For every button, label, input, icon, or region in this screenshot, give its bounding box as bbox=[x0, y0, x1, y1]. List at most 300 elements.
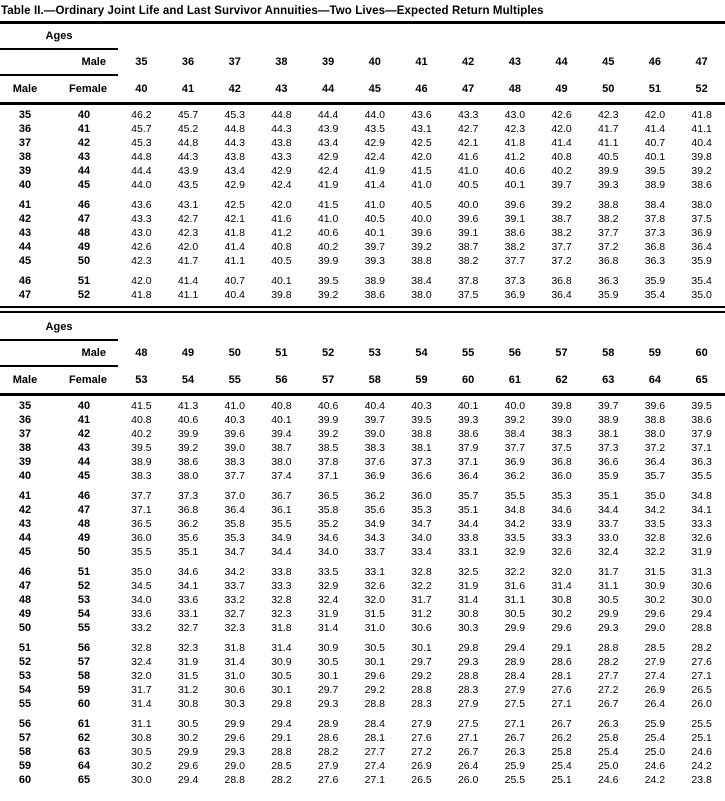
multiple-value-cell: 43.9 bbox=[177, 165, 199, 177]
multiple-value-cell: 33.7 bbox=[224, 580, 245, 592]
female-age-cell: 45 bbox=[77, 179, 91, 191]
multiple-value-cell: 28.5 bbox=[271, 760, 292, 772]
multiple-value-cell: 31.4 bbox=[457, 594, 479, 606]
multiple-value-cell: 39.7 bbox=[598, 400, 619, 412]
multiple-value-cell: 30.0 bbox=[691, 594, 712, 606]
male-age-header: 60 bbox=[695, 347, 708, 359]
multiple-value-cell: 33.9 bbox=[551, 518, 572, 530]
multiple-value-cell: 25.4 bbox=[644, 732, 666, 744]
multiple-value-cell: 25.8 bbox=[598, 732, 619, 744]
multiple-value-cell: 42.3 bbox=[177, 227, 199, 239]
multiple-value-cell: 42.1 bbox=[224, 213, 245, 225]
multiple-value-cell: 36.6 bbox=[598, 456, 619, 468]
multiple-value-cell: 36.3 bbox=[644, 255, 666, 267]
male-age-header: 55 bbox=[462, 347, 475, 359]
table-row bbox=[0, 621, 725, 635]
multiple-value-cell: 42.3 bbox=[131, 255, 152, 267]
multiple-value-cell: 33.2 bbox=[131, 622, 152, 634]
multiple-value-cell: 36.2 bbox=[364, 490, 385, 502]
multiple-value-cell: 38.6 bbox=[691, 414, 712, 426]
multiple-value-cell: 32.6 bbox=[691, 532, 712, 544]
multiple-value-cell: 38.3 bbox=[551, 428, 572, 440]
multiple-value-cell: 40.1 bbox=[457, 400, 479, 412]
multiple-value-cell: 28.8 bbox=[691, 622, 712, 634]
male-age-cell: 35 bbox=[18, 400, 32, 412]
multiple-value-cell: 44.8 bbox=[224, 123, 245, 135]
multiple-value-cell: 26.5 bbox=[411, 774, 432, 786]
header-row-female-ages bbox=[0, 366, 725, 395]
multiple-value-cell: 31.1 bbox=[598, 580, 619, 592]
multiple-value-cell: 39.5 bbox=[411, 414, 432, 426]
multiple-value-cell: 27.6 bbox=[411, 732, 432, 744]
multiple-value-cell: 42.4 bbox=[271, 179, 292, 191]
multiple-value-cell: 31.9 bbox=[317, 608, 339, 620]
multiple-value-cell: 39.2 bbox=[504, 414, 526, 426]
multiple-value-cell: 39.7 bbox=[364, 241, 385, 253]
table-row bbox=[0, 455, 725, 469]
male-age-cell: 55 bbox=[18, 698, 32, 710]
multiple-value-cell: 30.9 bbox=[317, 642, 339, 654]
multiple-value-cell: 25.0 bbox=[598, 760, 619, 772]
header-table bbox=[0, 315, 725, 396]
multiple-value-cell: 31.9 bbox=[177, 656, 199, 668]
female-age-header: 43 bbox=[275, 82, 288, 95]
multiple-value-cell: 34.0 bbox=[411, 532, 432, 544]
multiple-value-cell: 31.7 bbox=[411, 594, 432, 606]
multiple-value-cell: 43.5 bbox=[177, 179, 199, 191]
multiple-value-cell: 32.8 bbox=[644, 532, 666, 544]
multiple-value-cell: 38.9 bbox=[598, 414, 619, 426]
multiple-value-cell: 42.7 bbox=[177, 213, 199, 225]
multiple-value-cell: 32.6 bbox=[364, 580, 385, 592]
multiple-value-cell: 29.6 bbox=[177, 760, 199, 772]
table-row bbox=[0, 593, 725, 607]
female-age-header: 63 bbox=[602, 373, 615, 386]
multiple-value-cell: 40.5 bbox=[364, 213, 385, 225]
multiple-value-cell: 43.6 bbox=[411, 109, 432, 121]
multiple-value-cell: 39.1 bbox=[504, 213, 526, 225]
multiple-value-cell: 44.0 bbox=[364, 109, 385, 121]
multiple-value-cell: 28.8 bbox=[457, 670, 479, 682]
multiple-value-cell: 40.2 bbox=[131, 428, 152, 440]
female-age-header: 64 bbox=[648, 373, 662, 386]
multiple-value-cell: 35.9 bbox=[598, 470, 619, 482]
multiple-value-cell: 40.4 bbox=[224, 289, 245, 301]
multiple-value-cell: 38.0 bbox=[271, 456, 292, 468]
multiple-value-cell: 39.3 bbox=[364, 255, 385, 267]
female-age-header: 53 bbox=[135, 373, 148, 386]
table-row bbox=[0, 254, 725, 268]
multiple-value-cell: 35.4 bbox=[644, 289, 666, 301]
multiple-value-cell: 24.2 bbox=[644, 774, 666, 786]
multiple-value-cell: 38.8 bbox=[598, 199, 619, 211]
multiple-value-cell: 30.8 bbox=[177, 698, 199, 710]
multiple-value-cell: 29.3 bbox=[224, 746, 245, 758]
multiple-value-cell: 45.2 bbox=[177, 123, 199, 135]
multiple-value-cell: 40.6 bbox=[504, 165, 526, 177]
table-row bbox=[0, 579, 725, 593]
female-age-header: 52 bbox=[695, 82, 708, 95]
multiple-value-cell: 33.8 bbox=[271, 566, 292, 578]
table-row bbox=[0, 150, 725, 164]
multiple-value-cell: 43.4 bbox=[224, 165, 245, 177]
multiple-value-cell: 43.9 bbox=[317, 123, 339, 135]
multiple-value-cell: 33.1 bbox=[177, 608, 199, 620]
multiple-value-cell: 28.2 bbox=[271, 774, 292, 786]
multiple-value-cell: 41.7 bbox=[598, 123, 619, 135]
multiple-value-cell: 42.5 bbox=[224, 199, 245, 211]
multiple-value-cell: 39.2 bbox=[317, 289, 339, 301]
table-row bbox=[0, 545, 725, 559]
multiple-value-cell: 31.4 bbox=[317, 622, 339, 634]
female-age-header: 54 bbox=[181, 373, 195, 386]
male-age-header: 42 bbox=[462, 56, 475, 68]
multiple-value-cell: 29.1 bbox=[551, 642, 572, 654]
multiple-value-cell: 42.4 bbox=[364, 151, 385, 163]
multiple-value-cell: 39.2 bbox=[317, 428, 339, 440]
male-age-cell: 51 bbox=[18, 642, 32, 654]
multiple-value-cell: 32.4 bbox=[317, 594, 339, 606]
multiple-value-cell: 25.5 bbox=[691, 718, 712, 730]
multiple-value-cell: 38.7 bbox=[271, 442, 292, 454]
multiple-value-cell: 41.4 bbox=[177, 275, 199, 287]
multiple-value-cell: 29.1 bbox=[271, 732, 292, 744]
multiple-value-cell: 37.7 bbox=[224, 470, 245, 482]
multiple-value-cell: 37.7 bbox=[504, 255, 526, 267]
multiple-value-cell: 38.9 bbox=[364, 275, 385, 287]
multiple-value-cell: 27.6 bbox=[551, 684, 572, 696]
multiple-value-cell: 25.9 bbox=[504, 760, 526, 772]
male-age-cell: 38 bbox=[18, 442, 32, 454]
multiple-value-cell: 42.0 bbox=[271, 199, 292, 211]
multiple-value-cell: 42.3 bbox=[504, 123, 526, 135]
multiple-value-cell: 33.4 bbox=[411, 546, 432, 558]
female-age-cell: 40 bbox=[77, 109, 91, 121]
multiple-value-cell: 27.9 bbox=[317, 760, 339, 772]
multiple-value-cell: 30.6 bbox=[691, 580, 712, 592]
multiple-value-cell: 38.8 bbox=[411, 428, 432, 440]
table-row bbox=[0, 198, 725, 212]
table-row bbox=[0, 759, 725, 773]
multiple-value-cell: 37.5 bbox=[691, 213, 712, 225]
multiple-value-cell: 35.1 bbox=[457, 504, 479, 516]
multiple-value-cell: 27.2 bbox=[598, 684, 619, 696]
multiple-value-cell: 45.7 bbox=[131, 123, 152, 135]
multiple-value-cell: 37.8 bbox=[317, 456, 339, 468]
male-age-header: 53 bbox=[368, 347, 381, 359]
multiple-value-cell: 30.5 bbox=[271, 670, 292, 682]
multiple-value-cell: 44.3 bbox=[271, 123, 292, 135]
multiple-value-cell: 24.6 bbox=[598, 774, 619, 786]
multiple-value-cell: 45.3 bbox=[131, 137, 152, 149]
multiple-value-cell: 31.1 bbox=[131, 718, 152, 730]
multiple-value-cell: 27.6 bbox=[317, 774, 339, 786]
female-age-header: 41 bbox=[181, 82, 195, 95]
male-age-cell: 44 bbox=[18, 241, 32, 253]
multiple-value-cell: 30.8 bbox=[131, 732, 152, 744]
table-row bbox=[0, 288, 725, 302]
multiple-value-cell: 39.7 bbox=[551, 179, 572, 191]
multiple-value-cell: 30.5 bbox=[317, 656, 339, 668]
multiple-value-cell: 29.7 bbox=[317, 684, 339, 696]
female-age-cell: 50 bbox=[77, 255, 91, 267]
header-row-male-ages bbox=[0, 49, 725, 75]
multiple-value-cell: 34.4 bbox=[598, 504, 619, 516]
female-age-header: 62 bbox=[555, 373, 568, 386]
multiple-value-cell: 31.4 bbox=[271, 642, 292, 654]
female-age-header: 61 bbox=[508, 373, 521, 386]
male-age-cell: 36 bbox=[18, 414, 32, 426]
multiple-value-cell: 36.2 bbox=[177, 518, 199, 530]
multiple-value-cell: 39.9 bbox=[598, 165, 619, 177]
multiple-value-cell: 42.9 bbox=[271, 165, 292, 177]
multiple-value-cell: 33.7 bbox=[364, 546, 385, 558]
multiple-value-cell: 40.4 bbox=[364, 400, 385, 412]
multiple-value-cell: 34.4 bbox=[271, 546, 292, 558]
female-age-cell: 48 bbox=[77, 227, 91, 239]
male-age-header: 51 bbox=[275, 347, 288, 359]
multiple-value-cell: 42.0 bbox=[551, 123, 572, 135]
multiple-value-cell: 25.0 bbox=[644, 746, 666, 758]
multiple-value-cell: 31.2 bbox=[177, 684, 199, 696]
multiple-value-cell: 40.1 bbox=[364, 227, 385, 239]
multiple-value-cell: 37.0 bbox=[224, 490, 245, 502]
multiple-value-cell: 41.0 bbox=[457, 165, 479, 177]
multiple-value-cell: 40.0 bbox=[504, 400, 526, 412]
multiple-value-cell: 38.2 bbox=[598, 213, 619, 225]
multiple-value-cell: 28.6 bbox=[317, 732, 339, 744]
male-age-header: 45 bbox=[602, 56, 615, 68]
multiple-value-cell: 33.6 bbox=[177, 594, 199, 606]
multiple-value-cell: 30.5 bbox=[504, 608, 526, 620]
female-age-cell: 45 bbox=[77, 470, 91, 482]
header-row-ages bbox=[0, 315, 725, 340]
female-age-cell: 58 bbox=[77, 670, 91, 682]
multiple-value-cell: 32.9 bbox=[317, 580, 339, 592]
multiple-value-cell: 43.1 bbox=[177, 199, 199, 211]
table-row bbox=[0, 773, 725, 787]
multiple-value-cell: 40.0 bbox=[411, 213, 432, 225]
multiple-value-cell: 34.6 bbox=[551, 504, 572, 516]
male-age-header: 40 bbox=[368, 56, 381, 68]
multiple-value-cell: 39.9 bbox=[317, 255, 339, 267]
male-age-header: 49 bbox=[181, 347, 195, 359]
multiple-value-cell: 40.2 bbox=[551, 165, 572, 177]
multiple-value-cell: 40.8 bbox=[271, 400, 292, 412]
multiple-value-cell: 25.1 bbox=[691, 732, 712, 744]
multiple-value-cell: 30.5 bbox=[131, 746, 152, 758]
multiple-value-cell: 34.1 bbox=[691, 504, 712, 516]
multiple-value-cell: 28.5 bbox=[644, 642, 666, 654]
multiple-value-cell: 27.1 bbox=[364, 774, 385, 786]
multiple-value-cell: 29.0 bbox=[644, 622, 666, 634]
multiple-value-cell: 36.4 bbox=[644, 456, 666, 468]
ages-label: Ages bbox=[0, 24, 118, 49]
male-age-cell: 47 bbox=[18, 580, 32, 592]
multiple-value-cell: 39.8 bbox=[271, 289, 292, 301]
multiple-value-cell: 41.0 bbox=[411, 179, 432, 191]
multiple-value-cell: 30.8 bbox=[457, 608, 479, 620]
multiple-value-cell: 26.0 bbox=[691, 698, 712, 710]
male-age-header: 41 bbox=[415, 56, 428, 68]
multiple-value-cell: 38.0 bbox=[177, 470, 199, 482]
multiple-value-cell: 34.1 bbox=[177, 580, 199, 592]
multiple-value-cell: 38.3 bbox=[224, 456, 245, 468]
multiple-value-cell: 34.7 bbox=[224, 546, 245, 558]
multiple-value-cell: 34.8 bbox=[504, 504, 526, 516]
multiple-value-cell: 32.7 bbox=[177, 622, 199, 634]
male-age-header: 44 bbox=[555, 56, 568, 68]
multiple-value-cell: 41.0 bbox=[224, 400, 245, 412]
female-age-cell: 41 bbox=[77, 123, 91, 135]
multiple-value-cell: 39.3 bbox=[598, 179, 619, 191]
table-row bbox=[0, 413, 725, 427]
female-age-header: 44 bbox=[321, 82, 335, 95]
multiple-value-cell: 26.3 bbox=[598, 718, 619, 730]
female-age-cell: 41 bbox=[77, 414, 91, 426]
multiple-value-cell: 42.7 bbox=[457, 123, 479, 135]
multiple-value-cell: 41.5 bbox=[131, 400, 152, 412]
table-row bbox=[0, 240, 725, 254]
multiple-value-cell: 27.9 bbox=[504, 684, 526, 696]
male-age-cell: 39 bbox=[18, 456, 32, 468]
multiple-value-cell: 27.2 bbox=[411, 746, 432, 758]
multiple-value-cell: 32.7 bbox=[224, 608, 245, 620]
multiple-value-cell: 29.8 bbox=[271, 698, 292, 710]
multiple-value-cell: 35.0 bbox=[131, 566, 152, 578]
multiple-value-cell: 43.8 bbox=[271, 137, 292, 149]
multiple-value-cell: 27.1 bbox=[691, 670, 712, 682]
multiple-value-cell: 26.7 bbox=[457, 746, 479, 758]
multiple-value-cell: 38.9 bbox=[131, 456, 152, 468]
female-age-cell: 55 bbox=[77, 622, 91, 634]
multiple-value-cell: 42.9 bbox=[364, 137, 385, 149]
multiple-value-cell: 36.9 bbox=[691, 227, 712, 239]
multiple-value-cell: 36.8 bbox=[551, 275, 572, 287]
multiple-value-cell: 36.0 bbox=[131, 532, 152, 544]
multiple-value-cell: 33.3 bbox=[271, 580, 292, 592]
female-age-header: 51 bbox=[648, 82, 662, 95]
multiple-value-cell: 43.0 bbox=[131, 227, 152, 239]
multiple-value-cell: 33.2 bbox=[224, 594, 245, 606]
multiple-value-cell: 32.3 bbox=[224, 622, 245, 634]
multiple-value-cell: 28.1 bbox=[551, 670, 572, 682]
table-row bbox=[0, 607, 725, 621]
multiple-value-cell: 41.6 bbox=[457, 151, 479, 163]
female-age-cell: 61 bbox=[77, 718, 91, 730]
female-age-cell: 52 bbox=[77, 580, 91, 592]
table-row bbox=[0, 212, 725, 226]
multiple-value-cell: 32.4 bbox=[131, 656, 152, 668]
multiple-value-cell: 27.4 bbox=[644, 670, 666, 682]
multiple-value-cell: 32.2 bbox=[644, 546, 666, 558]
multiple-value-cell: 33.5 bbox=[644, 518, 666, 530]
male-age-header: 46 bbox=[648, 56, 662, 68]
multiple-value-cell: 45.7 bbox=[177, 109, 199, 121]
female-age-cell: 50 bbox=[77, 546, 91, 558]
female-age-cell: 51 bbox=[77, 275, 91, 287]
multiple-value-cell: 35.0 bbox=[644, 490, 666, 502]
multiple-value-cell: 42.3 bbox=[598, 109, 619, 121]
multiple-value-cell: 44.3 bbox=[177, 151, 199, 163]
female-age-cell: 53 bbox=[77, 594, 91, 606]
multiple-value-cell: 29.7 bbox=[411, 656, 432, 668]
multiple-value-cell: 38.8 bbox=[411, 255, 432, 267]
multiple-value-cell: 40.8 bbox=[271, 241, 292, 253]
male-age-cell: 40 bbox=[18, 470, 32, 482]
multiple-value-cell: 36.8 bbox=[598, 255, 619, 267]
male-age-header: 43 bbox=[508, 56, 521, 68]
multiple-value-cell: 27.6 bbox=[691, 656, 712, 668]
multiple-value-cell: 33.1 bbox=[364, 566, 385, 578]
female-age-cell: 44 bbox=[77, 165, 91, 177]
table-row bbox=[0, 427, 725, 441]
male-age-cell: 59 bbox=[18, 760, 32, 772]
multiple-value-cell: 37.8 bbox=[457, 275, 479, 287]
multiple-value-cell: 40.7 bbox=[644, 137, 666, 149]
multiple-value-cell: 36.9 bbox=[504, 456, 526, 468]
multiple-value-cell: 38.1 bbox=[598, 428, 619, 440]
multiple-value-cell: 39.5 bbox=[644, 165, 666, 177]
multiple-value-cell: 41.0 bbox=[364, 199, 385, 211]
multiple-value-cell: 35.6 bbox=[177, 532, 199, 544]
multiple-value-cell: 30.5 bbox=[177, 718, 199, 730]
multiple-value-cell: 29.4 bbox=[504, 642, 526, 654]
multiple-value-cell: 30.1 bbox=[317, 670, 339, 682]
multiple-value-cell: 32.0 bbox=[364, 594, 385, 606]
male-age-cell: 40 bbox=[18, 179, 32, 191]
multiple-value-cell: 36.9 bbox=[504, 289, 526, 301]
multiple-value-cell: 39.6 bbox=[644, 400, 666, 412]
ages-label: Ages bbox=[0, 315, 118, 340]
table-row bbox=[0, 122, 725, 136]
multiple-value-cell: 31.7 bbox=[131, 684, 152, 696]
multiple-value-cell: 39.8 bbox=[691, 151, 712, 163]
female-column-label: Female bbox=[69, 374, 107, 386]
multiple-value-cell: 29.2 bbox=[411, 670, 432, 682]
multiple-value-cell: 36.0 bbox=[411, 490, 432, 502]
multiple-value-cell: 30.9 bbox=[644, 580, 666, 592]
multiple-value-cell: 35.7 bbox=[644, 470, 666, 482]
multiple-value-cell: 35.9 bbox=[598, 289, 619, 301]
female-age-cell: 52 bbox=[77, 289, 91, 301]
table-row bbox=[0, 683, 725, 697]
multiple-value-cell: 26.7 bbox=[551, 718, 572, 730]
multiple-value-cell: 27.9 bbox=[644, 656, 666, 668]
male-age-cell: 38 bbox=[18, 151, 32, 163]
multiple-value-cell: 41.0 bbox=[317, 213, 339, 225]
multiple-value-cell: 30.1 bbox=[364, 656, 385, 668]
multiple-value-cell: 37.8 bbox=[644, 213, 666, 225]
table-row bbox=[0, 274, 725, 288]
multiple-value-cell: 41.1 bbox=[177, 289, 199, 301]
multiple-value-cell: 24.6 bbox=[691, 746, 712, 758]
male-age-cell: 57 bbox=[18, 732, 32, 744]
multiple-value-cell: 28.8 bbox=[364, 698, 385, 710]
multiple-value-cell: 26.4 bbox=[457, 760, 479, 772]
female-age-cell: 62 bbox=[77, 732, 91, 744]
multiple-value-cell: 34.4 bbox=[457, 518, 479, 530]
male-header-label: Male bbox=[0, 340, 118, 366]
multiple-value-cell: 41.9 bbox=[364, 165, 385, 177]
multiple-value-cell: 34.0 bbox=[131, 594, 152, 606]
multiple-value-cell: 40.1 bbox=[644, 151, 666, 163]
male-age-cell: 35 bbox=[18, 109, 32, 121]
multiple-value-cell: 36.6 bbox=[411, 470, 432, 482]
multiple-value-cell: 43.5 bbox=[364, 123, 385, 135]
multiple-value-cell: 37.2 bbox=[551, 255, 572, 267]
female-age-cell: 59 bbox=[77, 684, 91, 696]
